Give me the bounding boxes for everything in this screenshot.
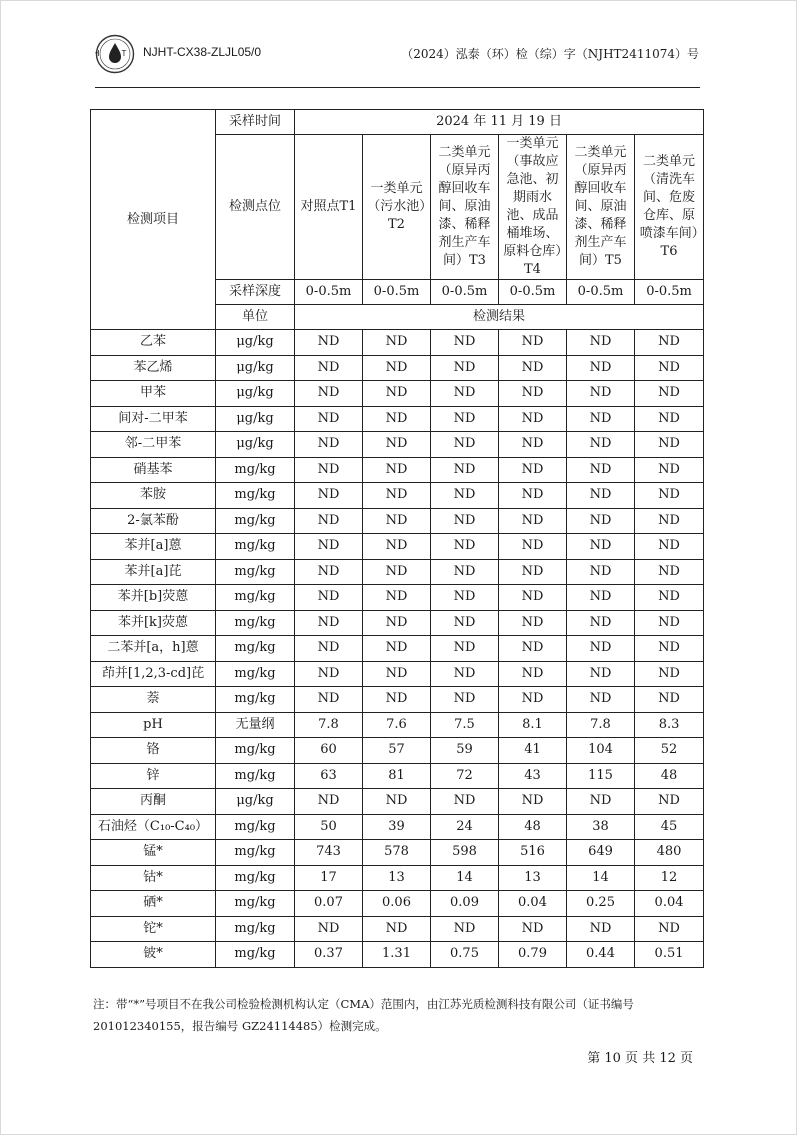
unit-cell: 无量纲 [216, 712, 295, 738]
result-cell: ND [295, 687, 363, 713]
result-cell: ND [431, 457, 499, 483]
table-row [91, 636, 704, 662]
result-cell: ND [431, 559, 499, 585]
result-cell: ND [499, 661, 567, 687]
unit-cell: mg/kg [216, 559, 295, 585]
result-cell: ND [431, 406, 499, 432]
result-cell: ND [635, 330, 704, 356]
result-cell: 7.8 [295, 712, 363, 738]
result-cell: 516 [499, 840, 567, 866]
result-cell: 480 [635, 840, 704, 866]
result-cell: ND [363, 916, 431, 942]
result-cell: ND [431, 585, 499, 611]
result-cell: ND [499, 508, 567, 534]
result-cell: ND [363, 508, 431, 534]
result-cell: ND [431, 483, 499, 509]
result-cell: ND [363, 534, 431, 560]
table-row [91, 840, 704, 866]
unit-cell: mg/kg [216, 610, 295, 636]
result-cell: ND [431, 661, 499, 687]
result-cell: ND [499, 381, 567, 407]
result-cell: ND [635, 457, 704, 483]
unit-cell: mg/kg [216, 763, 295, 789]
result-cell: 48 [499, 814, 567, 840]
result-cell: 0.04 [635, 891, 704, 917]
table-row [91, 406, 704, 432]
test-item: 苯并[a]芘 [91, 559, 216, 585]
result-cell: ND [635, 661, 704, 687]
result-cell: ND [363, 636, 431, 662]
result-cell: ND [295, 559, 363, 585]
result-cell: ND [635, 559, 704, 585]
document-code: NJHT-CX38-ZLJL05/0 [143, 45, 262, 59]
result-cell: 0.79 [499, 942, 567, 968]
result-cell: 38 [567, 814, 635, 840]
result-cell: ND [499, 636, 567, 662]
report-number: （2024）泓泰（环）检（综）字（NJHT2411074）号 [401, 47, 699, 61]
table-row [91, 559, 704, 585]
table-row [91, 687, 704, 713]
result-cell: ND [431, 355, 499, 381]
sampling-depth-label: 采样深度 [216, 280, 295, 305]
sampling-time-value: 2024 年 11 月 19 日 [295, 110, 704, 135]
result-cell: ND [567, 559, 635, 585]
result-cell: ND [363, 789, 431, 815]
unit-cell: mg/kg [216, 814, 295, 840]
result-cell: ND [295, 457, 363, 483]
result-cell: ND [295, 330, 363, 356]
result-cell: 7.6 [363, 712, 431, 738]
result-cell: ND [363, 483, 431, 509]
point-header: 二类单元（清洗车间、危废仓库、原喷漆车间）T6 [635, 135, 704, 280]
results-table [90, 109, 704, 968]
result-cell: 57 [363, 738, 431, 764]
test-item: pH [91, 712, 216, 738]
result-cell: ND [363, 406, 431, 432]
test-item: 硒* [91, 891, 216, 917]
result-cell: ND [567, 406, 635, 432]
result-cell: ND [499, 559, 567, 585]
unit-cell: mg/kg [216, 585, 295, 611]
unit-cell: mg/kg [216, 636, 295, 662]
result-cell: ND [499, 355, 567, 381]
result-cell: ND [567, 483, 635, 509]
result-cell: ND [635, 789, 704, 815]
unit-cell: mg/kg [216, 508, 295, 534]
result-cell: ND [295, 789, 363, 815]
result-cell: 13 [499, 865, 567, 891]
depth-cell: 0-0.5m [635, 280, 704, 305]
table-row [91, 457, 704, 483]
result-cell: ND [295, 508, 363, 534]
table-row [91, 585, 704, 611]
test-item: 铊* [91, 916, 216, 942]
table-row [91, 814, 704, 840]
result-cell: ND [499, 457, 567, 483]
result-cell: 81 [363, 763, 431, 789]
result-cell: ND [431, 687, 499, 713]
test-item: 2-氯苯酚 [91, 508, 216, 534]
result-cell: 649 [567, 840, 635, 866]
result-cell: ND [635, 406, 704, 432]
result-cell: ND [295, 661, 363, 687]
result-cell: ND [295, 585, 363, 611]
result-cell: ND [295, 432, 363, 458]
result-cell: ND [567, 330, 635, 356]
result-cell: ND [567, 585, 635, 611]
result-cell: ND [431, 508, 499, 534]
result-cell: ND [431, 789, 499, 815]
result-cell: 0.75 [431, 942, 499, 968]
table-row [91, 738, 704, 764]
header-divider [95, 87, 700, 88]
result-cell: ND [635, 916, 704, 942]
result-cell: 0.51 [635, 942, 704, 968]
result-cell: ND [499, 687, 567, 713]
depth-cell: 0-0.5m [295, 280, 363, 305]
table-row [91, 381, 704, 407]
test-item: 萘 [91, 687, 216, 713]
result-cell: ND [431, 432, 499, 458]
result-cell: 7.5 [431, 712, 499, 738]
result-cell: 60 [295, 738, 363, 764]
test-item: 苯并[b]荧蒽 [91, 585, 216, 611]
result-cell: 14 [431, 865, 499, 891]
point-header: 对照点T1 [295, 135, 363, 280]
result-cell: ND [635, 687, 704, 713]
unit-cell: mg/kg [216, 661, 295, 687]
test-item: 铬 [91, 738, 216, 764]
result-cell: 39 [363, 814, 431, 840]
table-row [91, 534, 704, 560]
unit-cell: μg/kg [216, 330, 295, 356]
result-cell: ND [567, 661, 635, 687]
result-cell: 59 [431, 738, 499, 764]
result-cell: ND [363, 610, 431, 636]
unit-cell: μg/kg [216, 355, 295, 381]
table-row [91, 508, 704, 534]
result-cell: ND [499, 534, 567, 560]
result-cell: ND [295, 406, 363, 432]
result-cell: ND [567, 687, 635, 713]
table-row [91, 330, 704, 356]
unit-cell: μg/kg [216, 432, 295, 458]
test-item: 二苯并[a，h]蒽 [91, 636, 216, 662]
result-cell: ND [567, 508, 635, 534]
test-item: 苯并[a]蒽 [91, 534, 216, 560]
result-cell: ND [363, 381, 431, 407]
depth-cell: 0-0.5m [567, 280, 635, 305]
result-cell: ND [635, 381, 704, 407]
result-cell: ND [635, 432, 704, 458]
result-cell: ND [363, 687, 431, 713]
result-cell: 0.37 [295, 942, 363, 968]
result-cell: 13 [363, 865, 431, 891]
unit-cell: mg/kg [216, 916, 295, 942]
result-cell: ND [431, 916, 499, 942]
result-cell: 8.3 [635, 712, 704, 738]
result-cell: ND [635, 355, 704, 381]
result-cell: ND [567, 534, 635, 560]
footnote: 注：带“*”号项目不在我公司检验检测机构认定（CMA）范围内，由江苏光质检测科技有限公司（证书编号201012340155，报告编号 GZ24114485）检测完成。 [93, 997, 634, 1033]
result-cell: 52 [635, 738, 704, 764]
result-cell: ND [295, 534, 363, 560]
unit-cell: mg/kg [216, 891, 295, 917]
result-cell: 17 [295, 865, 363, 891]
point-header: 一类单元（污水池）T2 [363, 135, 431, 280]
result-cell: 48 [635, 763, 704, 789]
table-row [91, 789, 704, 815]
test-item: 锰* [91, 840, 216, 866]
result-cell: ND [567, 789, 635, 815]
table-row [91, 763, 704, 789]
unit-cell: μg/kg [216, 406, 295, 432]
test-item: 苯乙烯 [91, 355, 216, 381]
test-item: 铍* [91, 942, 216, 968]
table-row [91, 916, 704, 942]
unit-cell: mg/kg [216, 687, 295, 713]
test-item: 苯并[k]荧蒽 [91, 610, 216, 636]
result-cell: ND [295, 916, 363, 942]
result-cell: 0.07 [295, 891, 363, 917]
result-cell: ND [499, 432, 567, 458]
result-cell: ND [499, 330, 567, 356]
result-cell: ND [499, 789, 567, 815]
result-cell: 0.06 [363, 891, 431, 917]
result-cell: 7.8 [567, 712, 635, 738]
result-cell: ND [635, 610, 704, 636]
result-cell: ND [431, 636, 499, 662]
point-header: 二类单元（原异丙醇回收车间、原油漆、稀释剂生产车间）T3 [431, 135, 499, 280]
result-cell: ND [499, 585, 567, 611]
table-row [91, 891, 704, 917]
result-cell: ND [567, 916, 635, 942]
result-cell: ND [499, 483, 567, 509]
result-cell: ND [567, 355, 635, 381]
result-cell: 63 [295, 763, 363, 789]
test-item: 丙酮 [91, 789, 216, 815]
result-cell: 743 [295, 840, 363, 866]
unit-cell: μg/kg [216, 789, 295, 815]
unit-label: 单位 [216, 305, 295, 330]
table-row [91, 355, 704, 381]
test-item: 石油烃（C₁₀-C₄₀） [91, 814, 216, 840]
result-cell: 115 [567, 763, 635, 789]
result-cell: ND [567, 432, 635, 458]
result-cell: ND [635, 636, 704, 662]
table-row [91, 432, 704, 458]
point-header: 一类单元（事故应急池、初期雨水池、成品桶堆场、原料仓库）T4 [499, 135, 567, 280]
result-cell: 0.44 [567, 942, 635, 968]
test-item: 邻-二甲苯 [91, 432, 216, 458]
unit-cell: mg/kg [216, 457, 295, 483]
result-cell: ND [295, 610, 363, 636]
test-item: 甲苯 [91, 381, 216, 407]
unit-cell: mg/kg [216, 534, 295, 560]
result-cell: ND [499, 406, 567, 432]
result-cell: 0.04 [499, 891, 567, 917]
result-cell: ND [431, 381, 499, 407]
result-cell: 578 [363, 840, 431, 866]
test-item: 苯胺 [91, 483, 216, 509]
test-item: 钴* [91, 865, 216, 891]
sampling-point-label: 检测点位 [216, 135, 295, 280]
table-row [91, 712, 704, 738]
result-cell: 45 [635, 814, 704, 840]
test-item: 乙苯 [91, 330, 216, 356]
test-item: 锌 [91, 763, 216, 789]
result-cell: 104 [567, 738, 635, 764]
result-cell: ND [567, 381, 635, 407]
result-cell: 14 [567, 865, 635, 891]
table-row [91, 865, 704, 891]
test-item: 间对-二甲苯 [91, 406, 216, 432]
result-cell: 0.25 [567, 891, 635, 917]
result-cell: ND [295, 355, 363, 381]
unit-cell: mg/kg [216, 840, 295, 866]
result-cell: 41 [499, 738, 567, 764]
result-cell: ND [635, 508, 704, 534]
result-cell: ND [635, 534, 704, 560]
unit-cell: mg/kg [216, 483, 295, 509]
result-cell: ND [431, 534, 499, 560]
result-cell: ND [363, 661, 431, 687]
table-row [91, 942, 704, 968]
result-cell: ND [635, 585, 704, 611]
unit-cell: mg/kg [216, 738, 295, 764]
result-cell: ND [567, 636, 635, 662]
result-cell: ND [635, 483, 704, 509]
result-cell: 1.31 [363, 942, 431, 968]
result-cell: ND [295, 381, 363, 407]
result-cell: ND [363, 330, 431, 356]
result-cell: ND [567, 610, 635, 636]
table-row [91, 483, 704, 509]
sampling-time-label: 采样时间 [216, 110, 295, 135]
unit-cell: mg/kg [216, 865, 295, 891]
result-cell: 8.1 [499, 712, 567, 738]
result-cell: ND [363, 457, 431, 483]
result-cell: ND [431, 610, 499, 636]
result-cell: 43 [499, 763, 567, 789]
page-number: 第 10 页 共 12 页 [587, 1051, 693, 1066]
unit-cell: μg/kg [216, 381, 295, 407]
result-cell: ND [363, 355, 431, 381]
table-row [91, 610, 704, 636]
result-cell: 598 [431, 840, 499, 866]
result-cell: ND [499, 916, 567, 942]
company-logo [95, 34, 135, 74]
result-cell: 12 [635, 865, 704, 891]
result-cell: 0.09 [431, 891, 499, 917]
result-cell: ND [295, 636, 363, 662]
test-item: 茚并[1,2,3-cd]芘 [91, 661, 216, 687]
result-cell: 24 [431, 814, 499, 840]
depth-cell: 0-0.5m [363, 280, 431, 305]
table-row [91, 661, 704, 687]
result-cell: ND [499, 610, 567, 636]
result-cell: ND [363, 559, 431, 585]
result-cell: ND [363, 585, 431, 611]
svg-text:H T: H T [95, 49, 135, 58]
result-cell: 50 [295, 814, 363, 840]
result-cell: 72 [431, 763, 499, 789]
result-cell: ND [431, 330, 499, 356]
result-cell: ND [363, 432, 431, 458]
result-label: 检测结果 [295, 305, 704, 330]
item-column-header: 检测项目 [91, 110, 216, 330]
test-item: 硝基苯 [91, 457, 216, 483]
depth-cell: 0-0.5m [431, 280, 499, 305]
unit-cell: mg/kg [216, 942, 295, 968]
depth-cell: 0-0.5m [499, 280, 567, 305]
result-cell: ND [567, 457, 635, 483]
point-header: 二类单元（原异丙醇回收车间、原油漆、稀释剂生产车间）T5 [567, 135, 635, 280]
result-cell: ND [295, 483, 363, 509]
